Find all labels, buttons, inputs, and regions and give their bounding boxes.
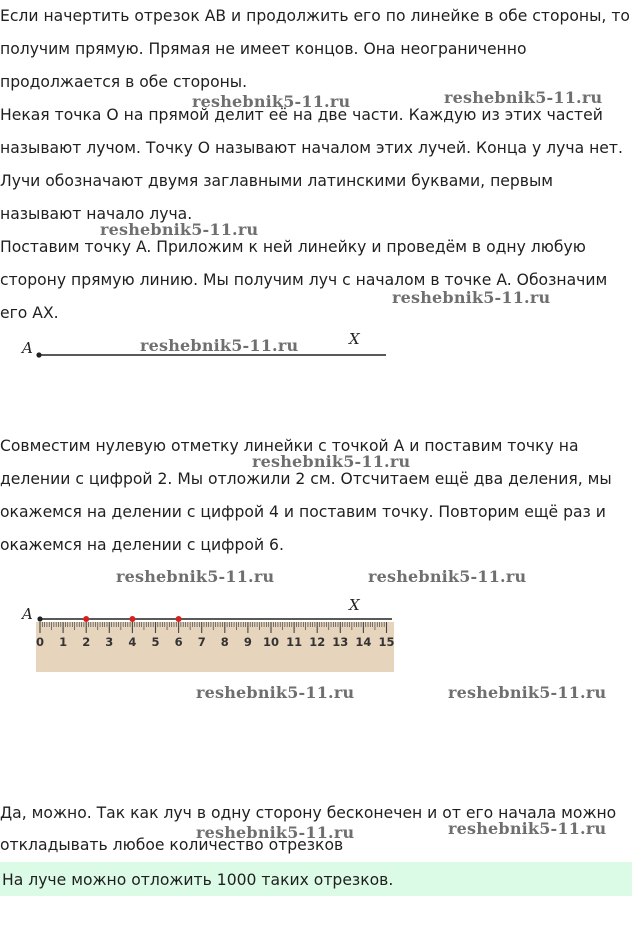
watermark: reshebnik5-11.ru <box>252 452 411 471</box>
watermark: reshebnik5-11.ru <box>196 823 355 842</box>
watermark: reshebnik5-11.ru <box>116 567 275 586</box>
ruler-figure <box>0 595 420 675</box>
watermark: reshebnik5-11.ru <box>448 819 607 838</box>
ruler-number: 13 <box>332 635 349 649</box>
paragraph-draw-ray: Поставим точку A. Приложим к ней линейку и проведём в одну любую сторону прямую линию. Мы получим луч с началом в точке A. Обозначим его AX. <box>0 238 608 322</box>
paragraph-line-definition: Если начертить отрезок AB и продолжить его по линейке в обе стороны, то получим прямую. Прямая не имеет концов. Она неограниченно продолжается в обе стороны. <box>0 7 630 91</box>
point-x-label: X <box>349 330 360 348</box>
ruler-number: 11 <box>286 635 303 649</box>
watermark: reshebnik5-11.ru <box>192 92 351 111</box>
watermark: reshebnik5-11.ru <box>392 288 551 307</box>
paragraph-conclusion: Да, можно. Так как луч в одну сторону бесконечен и от его начала можно откладывать любое количество отрезков <box>0 804 617 854</box>
watermark: reshebnik5-11.ru <box>448 683 607 702</box>
answer-box <box>0 862 632 896</box>
ruler-number: 6 <box>174 635 183 649</box>
ruler-number: 0 <box>35 635 45 649</box>
ruler-number: 7 <box>197 635 206 649</box>
ruler-number: 9 <box>243 635 252 649</box>
ruler-number: 15 <box>378 635 395 649</box>
watermark: reshebnik5-11.ru <box>100 220 259 239</box>
ruler-number: 8 <box>220 635 229 649</box>
marked-point <box>83 616 89 622</box>
ruler-number: 14 <box>355 635 372 649</box>
answer-text: На луче можно отложить 1000 таких отрезков. <box>2 871 394 889</box>
watermark: reshebnik5-11.ru <box>196 683 355 702</box>
point-a-label: A <box>22 339 33 357</box>
ruler-number: 5 <box>151 635 160 649</box>
watermark: reshebnik5-11.ru <box>140 336 299 355</box>
point-a <box>36 352 41 357</box>
ruler-number: 3 <box>105 635 114 649</box>
paragraph-measure: Совместим нулевую отметку линейки с точкой A и поставим точку на делении с цифрой 2. Мы отложили 2 см. Отсчитаем ещё два деления, мы окажемся на делении с цифрой 4 и поставим точку. Повторим ещё раз и окажемся на делении с цифрой 6. <box>0 437 612 554</box>
ruler-number: 1 <box>59 635 68 649</box>
marked-point <box>176 616 182 622</box>
watermark: reshebnik5-11.ru <box>444 88 603 107</box>
watermark: reshebnik5-11.ru <box>368 567 527 586</box>
point-x-label: X <box>349 596 360 614</box>
paragraph-ray-definition: Некая точка О на прямой делит её на две части. Каждую из этих частей называют лучом. Точку О называют началом этих лучей. Конца у луча нет. Лучи обозначают двумя заглавными латинскими буквами, первым называют начало луча. <box>0 106 623 223</box>
ruler-number: 10 <box>262 635 280 649</box>
point-a <box>37 616 42 621</box>
point-a-label: A <box>22 605 33 623</box>
ruler-number: 12 <box>309 635 326 649</box>
marked-point <box>129 616 135 622</box>
ruler-number: 4 <box>128 635 137 649</box>
ruler-number: 2 <box>82 635 91 649</box>
